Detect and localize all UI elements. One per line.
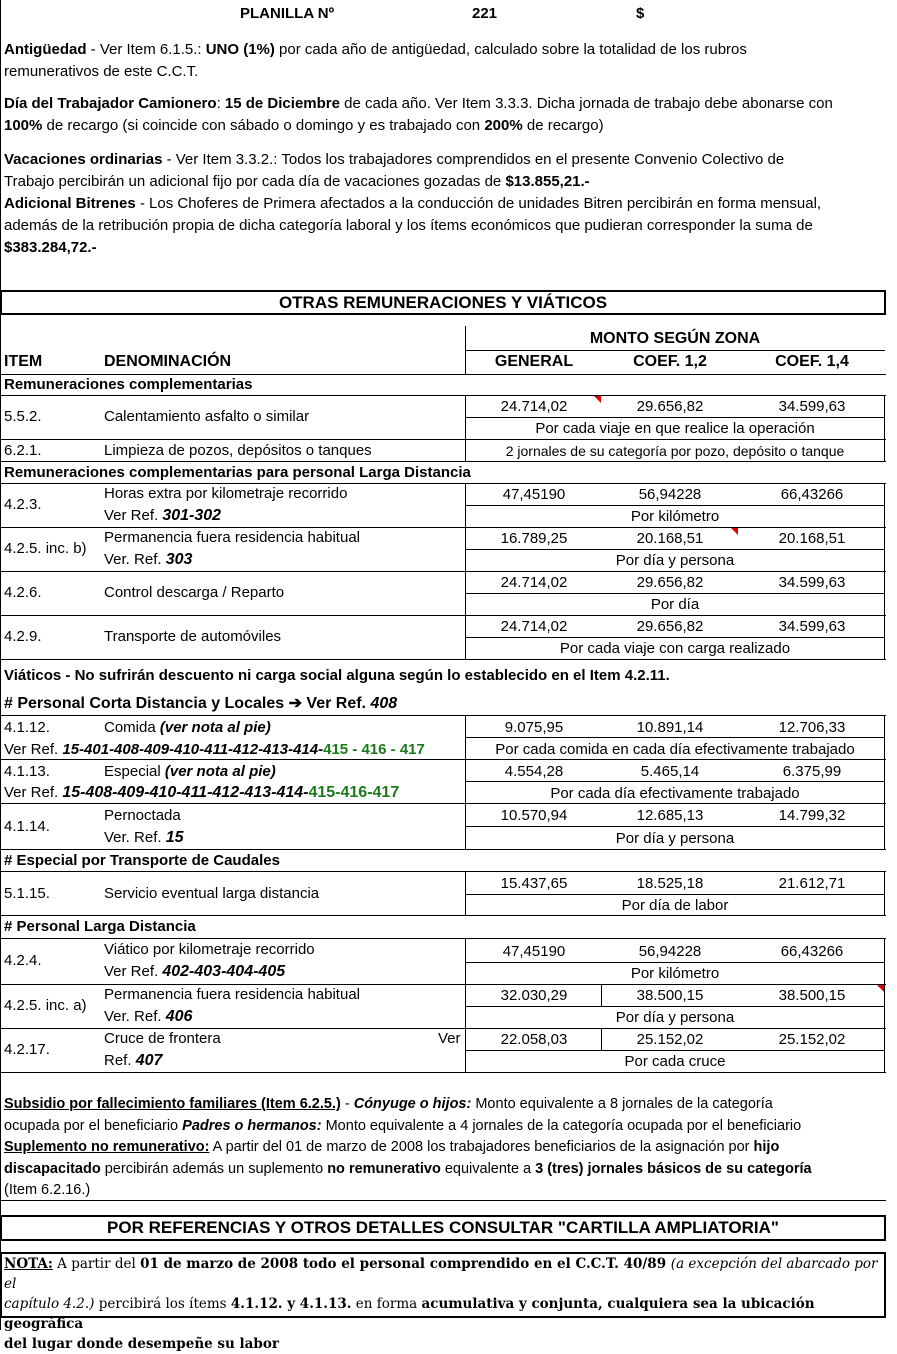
item-note: Por día y persona bbox=[615, 830, 735, 847]
ref-prefix: Ver Ref. bbox=[4, 741, 63, 758]
subsidio-text-4: Monto equivalente a 4 jornales de la categoría ocupada por el beneficiario bbox=[321, 1117, 802, 1134]
nota-text-3: percibirá los ítems bbox=[94, 1296, 231, 1312]
planilla-number: 221 bbox=[472, 5, 498, 22]
value-coef14: 21.612,71 bbox=[778, 875, 846, 892]
value-general: 15.437,65 bbox=[500, 875, 568, 892]
value-coef12: 29.656,82 bbox=[636, 398, 704, 415]
row-line bbox=[465, 593, 885, 594]
value-general: 4.554,28 bbox=[504, 763, 564, 780]
value-coef12: 56,94228 bbox=[638, 486, 702, 503]
value-general: 24.714,02 bbox=[500, 398, 568, 415]
value-coef14: 14.799,32 bbox=[778, 807, 846, 824]
value-coef12: 56,94228 bbox=[638, 943, 702, 960]
value-coef14: 12.706,33 bbox=[778, 719, 846, 736]
ref-prefix: Ref. bbox=[104, 1052, 136, 1069]
value-general: 22.058,03 bbox=[500, 1031, 568, 1048]
ref-prefix: Ver Ref. bbox=[4, 784, 63, 801]
value-coef12: 25.152,02 bbox=[636, 1031, 704, 1048]
item-note: Por cada cruce bbox=[624, 1053, 726, 1070]
item-reference bbox=[104, 1007, 192, 1027]
row-line bbox=[465, 637, 885, 638]
value-coef12: 29.656,82 bbox=[636, 618, 704, 635]
item-ver: Ver bbox=[438, 1030, 461, 1047]
vacaciones-monto: $13.855,21.- bbox=[505, 173, 590, 190]
value-general: 9.075,95 bbox=[504, 719, 564, 736]
item-note: Por día de labor bbox=[621, 897, 729, 914]
subsidio-conyuge: Cónyuge o hijos: bbox=[353, 1096, 472, 1112]
item-code: 6.2.1. bbox=[4, 442, 42, 459]
corta-distancia-ref-prefix: Ver Ref. bbox=[301, 695, 371, 712]
nota-label: NOTA: bbox=[4, 1256, 53, 1272]
suplemento-text-2: percibirán además un suplemento bbox=[100, 1160, 328, 1177]
row-line bbox=[0, 871, 886, 872]
item-denominacion bbox=[104, 762, 276, 782]
ref-prefix: Ver Ref. bbox=[104, 507, 163, 524]
item-denominacion: Calentamiento asfalto o similar bbox=[104, 408, 310, 425]
corta-distancia-ref: 408 bbox=[370, 695, 398, 712]
item-code: 4.2.9. bbox=[4, 628, 42, 645]
value-coef12: 12.685,13 bbox=[636, 807, 704, 824]
row-line bbox=[465, 962, 885, 963]
section-divider bbox=[0, 1200, 886, 1201]
dia-trabajador-text: : bbox=[216, 95, 225, 112]
antiguedad-text-3: remunerativos de este C.C.T. bbox=[4, 63, 199, 80]
ref-number: 406 bbox=[165, 1008, 193, 1025]
suplemento-item: (Item 6.2.16.) bbox=[4, 1182, 91, 1198]
ref-number: 303 bbox=[165, 551, 193, 568]
value-coef14: 66,43266 bbox=[780, 943, 844, 960]
suplemento-tres-jornales: 3 (tres) jornales básicos de su categoría bbox=[535, 1160, 812, 1177]
antiguedad-paragraph bbox=[4, 39, 884, 83]
viaticos-heading: Viáticos - No sufrirán descuento ni carga social alguna según lo establecido en el Item 4.2.11. bbox=[4, 667, 670, 684]
row-line bbox=[465, 894, 885, 895]
nota-acumulativa: acumulativa y conjunta, cualquiera sea la ubicación geográfica bbox=[4, 1296, 815, 1332]
den-text: Especial bbox=[104, 763, 165, 780]
larga-distancia-heading: # Personal Larga Distancia bbox=[4, 918, 196, 935]
group-larga-distancia: Remuneraciones complementarias para personal Larga Distancia bbox=[4, 464, 471, 481]
item-code: 4.2.5. inc. b) bbox=[4, 540, 87, 557]
antiguedad-text-2: por cada año de antigüedad, calculado sobre la totalidad de los rubros bbox=[274, 41, 747, 58]
antiguedad-uno: UNO (1%) bbox=[205, 41, 275, 58]
ref-prefix: Ver. Ref. bbox=[104, 829, 166, 846]
item-denominacion: Viático por kilometraje recorrido bbox=[104, 941, 315, 958]
row-line bbox=[0, 461, 886, 462]
dia-trabajador-text-3: de recargo (si coincide con sábado o domingo y es trabajado con bbox=[42, 117, 485, 134]
value-general: 10.570,94 bbox=[500, 807, 568, 824]
row-line bbox=[0, 395, 886, 396]
item-note: Por cada día efectivamente trabajado bbox=[550, 785, 800, 802]
item-denominacion: Pernoctada bbox=[104, 807, 181, 824]
item-reference bbox=[4, 783, 399, 803]
referencias-box: POR REFERENCIAS Y OTROS DETALLES CONSULTAR "CARTILLA AMPLIATORIA" bbox=[0, 1215, 886, 1241]
item-denominacion: Permanencia fuera residencia habitual bbox=[104, 529, 360, 546]
ref-green: 415-416-417 bbox=[308, 784, 400, 801]
denominacion-header: DENOMINACIÓN bbox=[104, 353, 232, 370]
ref-number: 15-408-409-410-411-412-413-414- bbox=[62, 784, 309, 801]
den-text: Comida bbox=[104, 719, 160, 736]
suplemento-no-remunerativo: no remunerativo bbox=[327, 1160, 441, 1177]
row-line bbox=[0, 938, 886, 939]
item-denominacion: Servicio eventual larga distancia bbox=[104, 885, 320, 902]
bitrenes-text-2: además de la retribución propia de dicha categoría laboral y los ítems económicos que pudieran corresponder la suma de bbox=[4, 217, 813, 234]
value-general: 24.714,02 bbox=[500, 574, 568, 591]
value-general: 47,45190 bbox=[502, 943, 566, 960]
value-coef14: 66,43266 bbox=[780, 486, 844, 503]
value-coef14: 34.599,63 bbox=[778, 574, 846, 591]
value-coef14: 25.152,02 bbox=[778, 1031, 846, 1048]
planilla-label: PLANILLA Nº bbox=[240, 5, 335, 22]
item-code: 4.2.4. bbox=[4, 952, 42, 969]
subsidio-padres: Padres o hermanos: bbox=[182, 1117, 322, 1134]
ref-prefix: Ver. Ref. bbox=[104, 551, 166, 568]
item-reference bbox=[104, 828, 184, 848]
item-reference bbox=[104, 506, 221, 526]
ref-green: 415 - 416 - 417 bbox=[323, 741, 425, 758]
value-coef12: 5.465,14 bbox=[640, 763, 700, 780]
value-coef12: 29.656,82 bbox=[636, 574, 704, 591]
coef12-header: COEF. 1,2 bbox=[633, 353, 707, 370]
row-line bbox=[465, 1006, 885, 1007]
item-reference bbox=[104, 550, 192, 570]
suplemento-discapacitado: discapacitado bbox=[4, 1160, 101, 1177]
subsidio-text-2: Monto equivalente a 8 jornales de la categoría bbox=[471, 1096, 773, 1112]
nota-fecha: 01 de marzo de 2008 bbox=[140, 1256, 299, 1272]
value-coef12: 38.500,15 bbox=[636, 987, 704, 1004]
ref-prefix: Ver Ref. bbox=[104, 963, 163, 980]
value-general: 32.030,29 bbox=[500, 987, 568, 1004]
item-denominacion bbox=[104, 718, 271, 738]
value-coef12: 18.525,18 bbox=[636, 875, 704, 892]
vacaciones-title: Vacaciones ordinarias bbox=[4, 151, 163, 168]
bitrenes-title: Adicional Bitrenes bbox=[4, 195, 136, 212]
nota-text: A partir del bbox=[52, 1256, 141, 1272]
ref-number: 407 bbox=[135, 1052, 163, 1069]
page-left-border bbox=[0, 0, 1, 1330]
nota-excepcion: (a excepción del abarcado por el bbox=[4, 1256, 878, 1292]
dia-trabajador-200: 200% bbox=[484, 117, 523, 134]
nota-text-2: todo el personal comprendido en el C.C.T. 40/89 bbox=[298, 1256, 671, 1272]
den-note: (ver nota al pie) bbox=[164, 763, 276, 780]
row-line bbox=[465, 417, 885, 418]
nota-text-4: en forma bbox=[351, 1296, 422, 1312]
subsidio-paragraph bbox=[4, 1094, 884, 1202]
row-line bbox=[0, 1072, 886, 1073]
ref-number: 15 bbox=[165, 829, 184, 846]
section-title-otras-remuneraciones: OTRAS REMUNERACIONES Y VIÁTICOS bbox=[0, 290, 886, 315]
value-coef14: 38.500,15 bbox=[778, 987, 846, 1004]
vacaciones-text-2: Trabajo percibirán un adicional fijo por cada día de vacaciones gozadas de bbox=[4, 173, 506, 190]
value-general: 47,45190 bbox=[502, 486, 566, 503]
item-denominacion: Transporte de automóviles bbox=[104, 628, 282, 645]
currency-symbol: $ bbox=[636, 5, 645, 22]
item-denominacion: Horas extra por kilometraje recorrido bbox=[104, 485, 348, 502]
row-line bbox=[465, 826, 885, 827]
bitrenes-text: - Los Choferes de Primera afectados a la conducción de unidades Bitren percibirán en forma mensual, bbox=[135, 195, 822, 212]
antiguedad-text: - Ver Item 6.1.5.: bbox=[86, 41, 206, 58]
item-note: 2 jornales de su categoría por pozo, depósito o tanque bbox=[505, 443, 845, 459]
item-code: 4.2.6. bbox=[4, 584, 42, 601]
dia-trabajador-100: 100% bbox=[4, 117, 43, 134]
ref-number: 15-401-408-409-410-411-412-413-414- bbox=[62, 741, 324, 758]
item-denominacion: Control descarga / Reparto bbox=[104, 584, 285, 601]
suplemento-hijo: hijo bbox=[753, 1139, 780, 1155]
value-general: 24.714,02 bbox=[500, 618, 568, 635]
monto-segun-zona-header: MONTO SEGÚN ZONA bbox=[589, 330, 761, 347]
value-coef14: 34.599,63 bbox=[778, 618, 846, 635]
item-note: Por día bbox=[650, 596, 700, 613]
row-line bbox=[0, 849, 886, 850]
item-note: Por kilómetro bbox=[630, 965, 720, 982]
row-line bbox=[0, 715, 886, 716]
suplemento-text: A partir del 01 de marzo de 2008 los trabajadores beneficiarios de la asignación por bbox=[209, 1139, 754, 1155]
dia-trabajador-paragraph bbox=[4, 93, 884, 137]
row-line bbox=[465, 549, 885, 550]
item-note: Por cada viaje con carga realizado bbox=[559, 640, 791, 657]
value-general: 16.789,25 bbox=[500, 530, 568, 547]
vacaciones-paragraph bbox=[4, 149, 884, 259]
ref-number: 402-403-404-405 bbox=[162, 963, 286, 980]
ref-number: 301-302 bbox=[162, 507, 222, 524]
value-coef12: 10.891,14 bbox=[636, 719, 704, 736]
item-note: Por kilómetro bbox=[630, 508, 720, 525]
corta-distancia-heading bbox=[4, 694, 397, 714]
suplemento-title: Suplemento no remunerativo: bbox=[4, 1139, 210, 1155]
row-line bbox=[0, 615, 886, 616]
row-line bbox=[0, 659, 886, 660]
general-header: GENERAL bbox=[494, 353, 574, 370]
bitrenes-monto: $383.284,72.- bbox=[4, 239, 97, 256]
item-code: 4.1.12. bbox=[4, 719, 50, 736]
comment-marker bbox=[594, 396, 601, 403]
item-code: 4.2.3. bbox=[4, 496, 42, 513]
coef14-header: COEF. 1,4 bbox=[775, 353, 849, 370]
item-denominacion: Limpieza de pozos, depósitos o tanques bbox=[104, 442, 372, 459]
item-note: Por día y persona bbox=[615, 552, 735, 569]
row-line bbox=[0, 571, 886, 572]
vacaciones-text: - Ver Item 3.3.2.: Todos los trabajadores comprendidos en el presente Convenio Colectivo de bbox=[162, 151, 785, 168]
arrow-right-icon: ➔ bbox=[288, 695, 302, 712]
antiguedad-title: Antigüedad bbox=[4, 41, 87, 58]
nota-excepcion-2: capítulo 4.2.) bbox=[4, 1296, 95, 1312]
suplemento-text-3: equivalente a bbox=[440, 1160, 536, 1177]
value-coef14: 34.599,63 bbox=[778, 398, 846, 415]
item-note: Por cada viaje en que realice la operación bbox=[535, 420, 815, 437]
item-reference bbox=[104, 1051, 162, 1071]
item-code: 4.1.14. bbox=[4, 818, 50, 835]
nota-paragraph bbox=[4, 1254, 884, 1354]
item-code: 5.1.15. bbox=[4, 885, 50, 902]
value-coef12: 20.168,51 bbox=[636, 530, 704, 547]
item-code: 4.2.5. inc. a) bbox=[4, 997, 87, 1014]
row-line bbox=[465, 505, 885, 506]
dia-trabajador-title: Día del Trabajador Camionero bbox=[4, 95, 217, 112]
nota-items: 4.1.12. y 4.1.13. bbox=[230, 1296, 352, 1312]
header-zone-underline bbox=[465, 350, 885, 351]
row-line bbox=[465, 1050, 885, 1051]
item-header: ITEM bbox=[4, 353, 43, 370]
item-code: 5.5.2. bbox=[4, 408, 42, 425]
subsidio-text: - bbox=[340, 1096, 354, 1112]
item-reference bbox=[4, 740, 425, 760]
comment-marker bbox=[877, 985, 884, 992]
corta-distancia-label: # Personal Corta Distancia y Locales bbox=[4, 695, 289, 712]
item-note: Por cada comida en cada día efectivamente trabajado bbox=[495, 741, 855, 758]
item-denominacion: Permanencia fuera residencia habitual bbox=[104, 986, 360, 1003]
dia-trabajador-text-2: de cada año. Ver Item 3.3.3. Dicha jornada de trabajo debe abonarse con bbox=[339, 95, 833, 112]
item-note: Por día y persona bbox=[615, 1009, 735, 1026]
value-coef14: 20.168,51 bbox=[778, 530, 846, 547]
den-note: (ver nota al pie) bbox=[159, 719, 271, 736]
item-code: 4.1.13. bbox=[4, 763, 50, 780]
caudales-heading: # Especial por Transporte de Caudales bbox=[4, 852, 280, 869]
nota-text-5: del lugar donde desempeñe su labor bbox=[4, 1336, 279, 1352]
dia-trabajador-fecha: 15 de Diciembre bbox=[224, 95, 340, 112]
subsidio-title: Subsidio por fallecimiento familiares (Item 6.2.5.) bbox=[4, 1096, 341, 1112]
row-line bbox=[0, 439, 886, 440]
item-code: 4.2.17. bbox=[4, 1041, 50, 1058]
value-coef14: 6.375,99 bbox=[782, 763, 842, 780]
subsidio-text-3: ocupada por el beneficiario bbox=[4, 1117, 183, 1134]
ref-prefix: Ver. Ref. bbox=[104, 1008, 166, 1025]
item-denominacion: Cruce de frontera bbox=[104, 1030, 221, 1047]
comment-marker bbox=[731, 528, 738, 535]
item-reference bbox=[104, 962, 285, 982]
group-remuneraciones-complementarias: Remuneraciones complementarias bbox=[4, 376, 253, 393]
dia-trabajador-text-4: de recargo) bbox=[522, 117, 604, 134]
